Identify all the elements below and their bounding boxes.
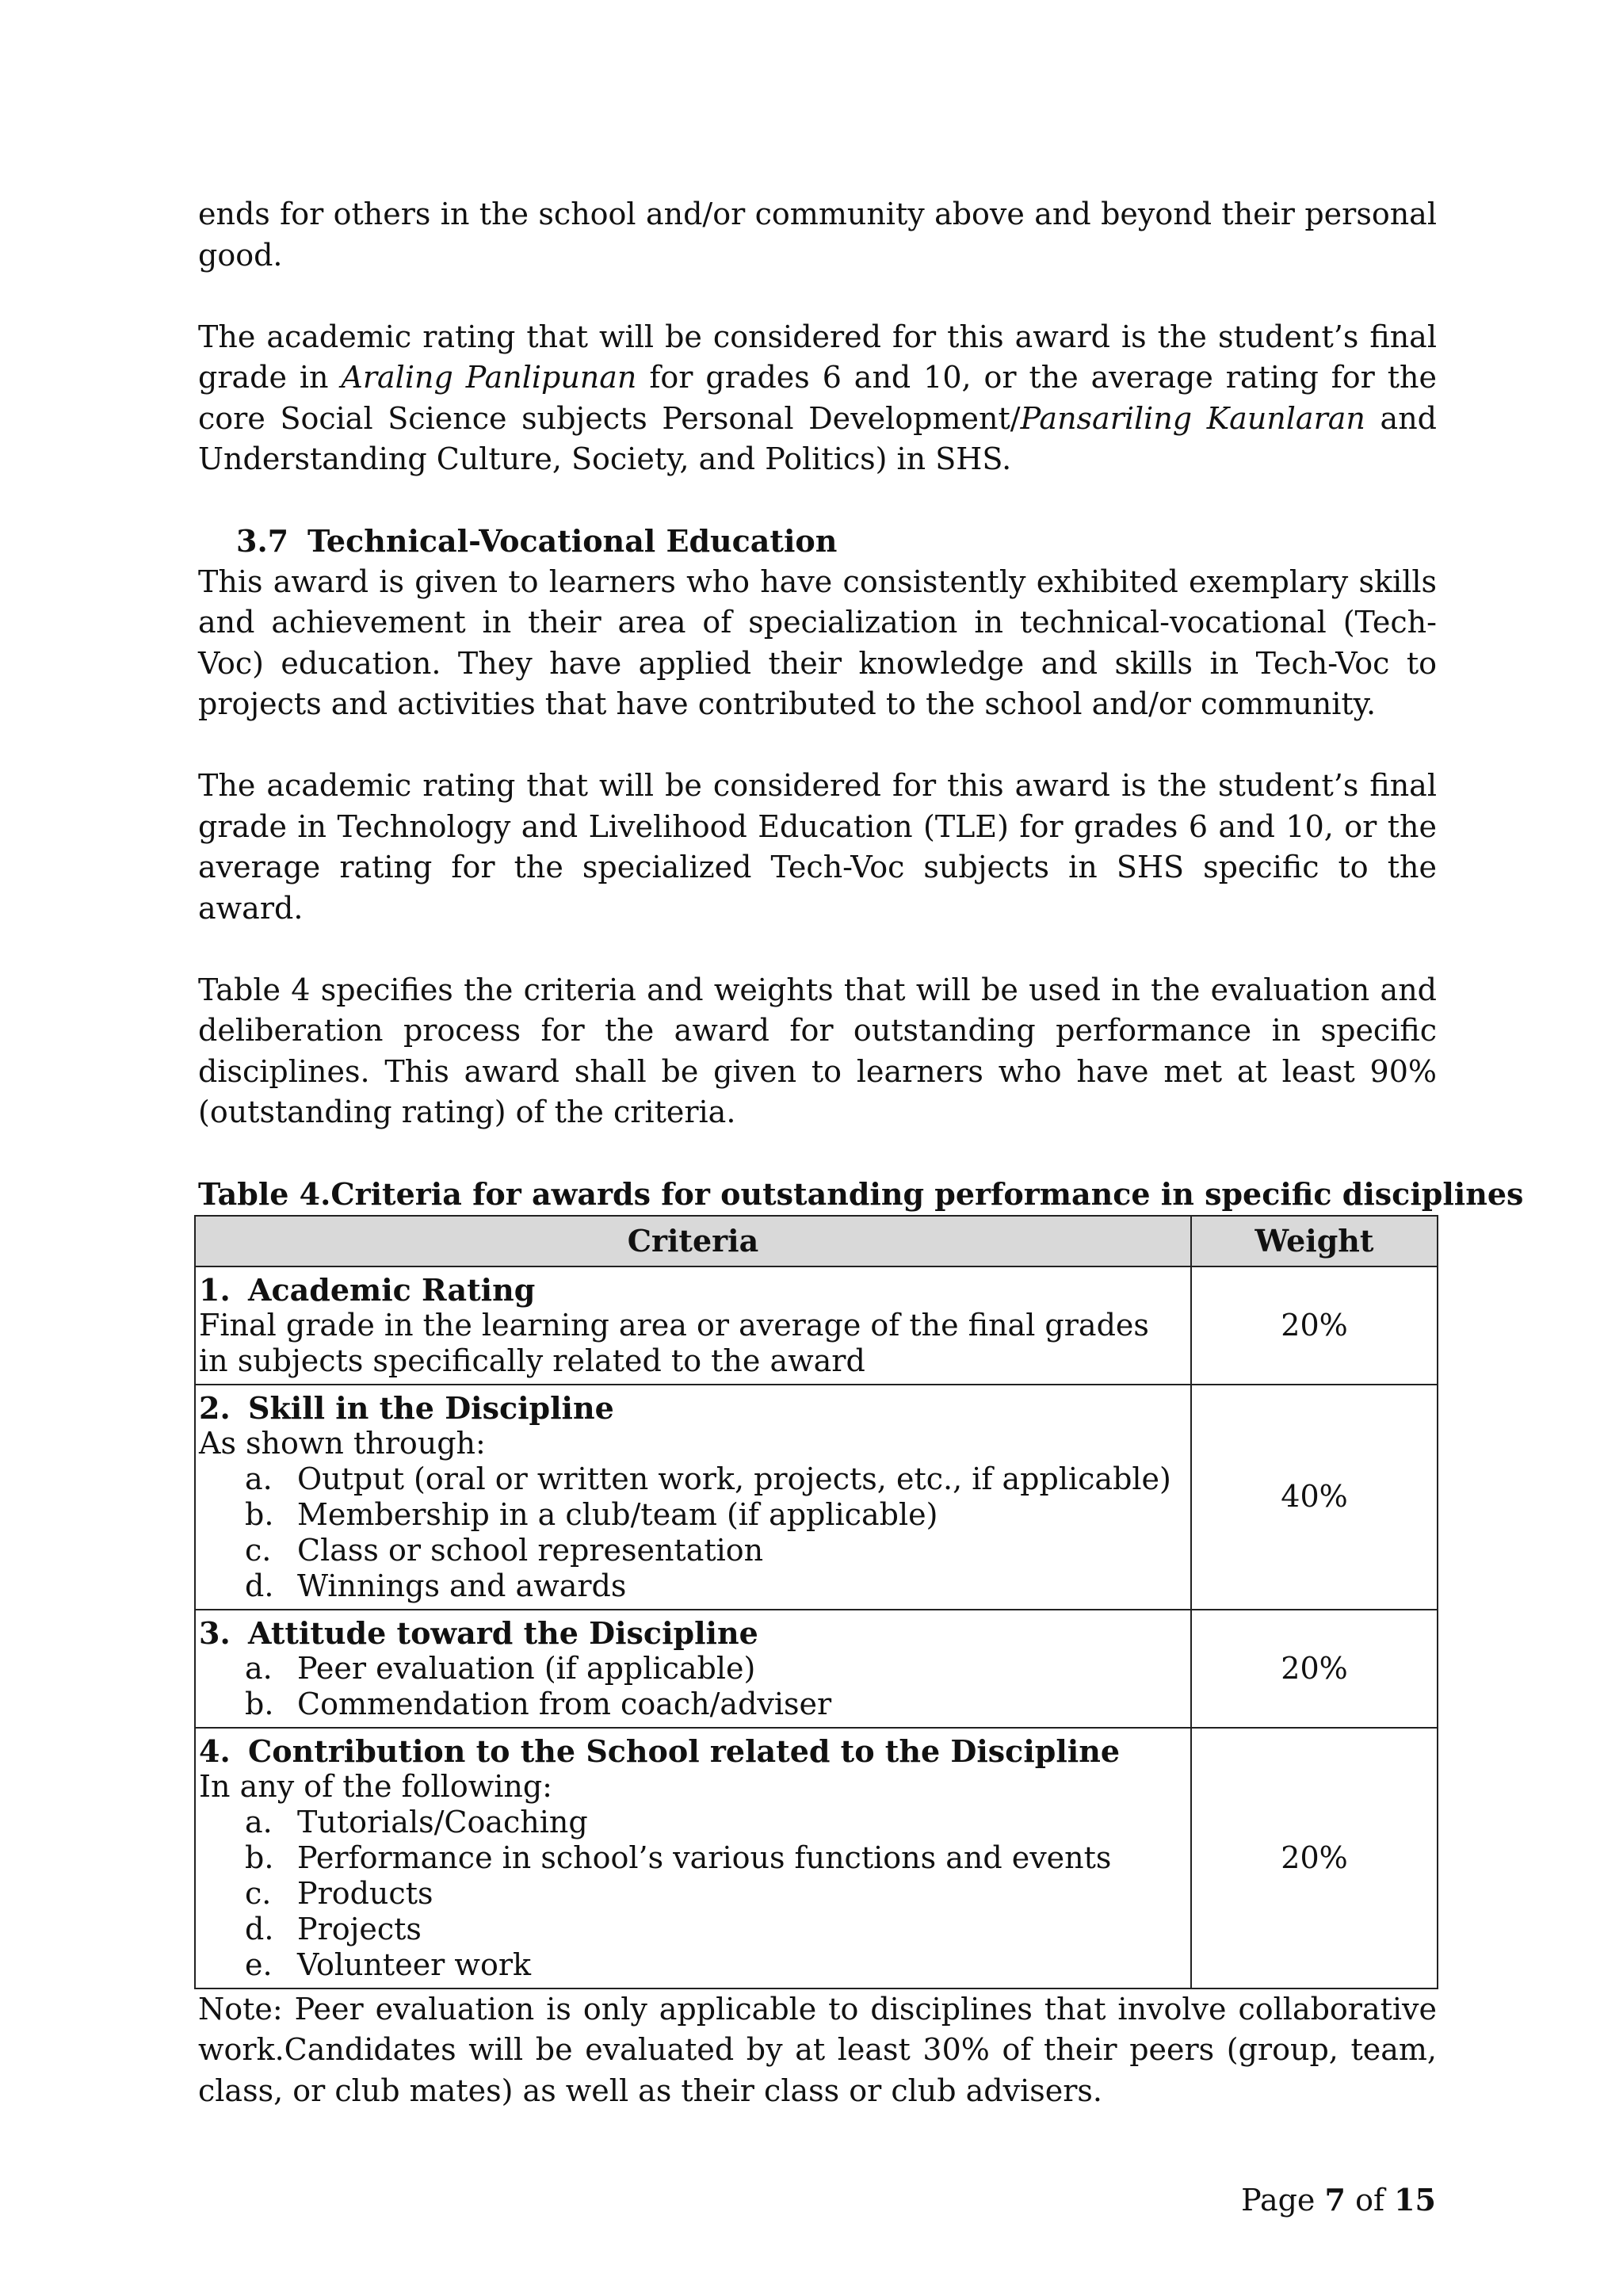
list-item: b. Commendation from coach/adviser bbox=[245, 1686, 832, 1721]
table-row bbox=[195, 1610, 1438, 1728]
list-item: c. Class or school representation bbox=[245, 1532, 764, 1568]
weight-cell: 20% bbox=[1191, 1610, 1438, 1728]
table-row bbox=[195, 1385, 1438, 1610]
section-number: 3.7 bbox=[236, 523, 289, 559]
section-paragraph-3: Table 4 specifies the criteria and weights that will be used in the evaluation and deliberation process for the award for outstanding performance in specific disciplines. This award shall be given to learners who have met at least 90% (outstanding rating) of the criteria. bbox=[198, 972, 1437, 1129]
section-paragraph-1: This award is given to learners who have consistently exhibited exemplary skills and achievement in their area of specialization in technical-vocational (Tech-Voc) education. They have applied their knowledge and skills in Tech-Voc to projects and activities that have contributed to the school and/or community. bbox=[198, 563, 1437, 721]
document-page bbox=[198, 194, 1524, 2111]
section-heading bbox=[198, 521, 1437, 562]
list-item: b. Membership in a club/team (if applicable) bbox=[245, 1496, 938, 1532]
criteria-sub-list bbox=[199, 1805, 1187, 1983]
section-paragraph-2: The academic rating that will be considered for this award is the student’s final grade in Technology and Livelihood Education (TLE) for grades 6 and 10, or the average rating for the specialized Tech-Voc subjects in SHS specific to the award. bbox=[198, 768, 1437, 926]
criteria-description: Final grade in the learning area or average of the final grades in subjects specifically related to the award bbox=[199, 1307, 1149, 1378]
weight-cell: 20% bbox=[1191, 1266, 1438, 1385]
list-item: a. Peer evaluation (if applicable) bbox=[245, 1650, 756, 1686]
table-note: Note: Peer evaluation is only applicable to disciplines that involve collaborative work.Candidates will be evaluated by at least 30% of their peers (group, team, class, or club mates) as well as their class or club advisers. bbox=[198, 1991, 1437, 2108]
list-item: e. Volunteer work bbox=[245, 1946, 532, 1982]
page-number: Page 7 of 15 bbox=[1241, 2182, 1436, 2218]
table-header-row bbox=[195, 1216, 1438, 1266]
list-item: c. Products bbox=[245, 1875, 433, 1911]
list-item: a. Output (oral or written work, projects, etc., if applicable) bbox=[245, 1461, 1171, 1496]
section-title: Technical-Vocational Education bbox=[307, 523, 838, 559]
criteria-title: 4. Contribution to the School related to the Discipline bbox=[199, 1733, 1120, 1769]
criteria-description: As shown through: bbox=[199, 1425, 486, 1461]
italic-term: Pansariling Kaunlaran bbox=[1020, 400, 1365, 436]
criteria-cell bbox=[195, 1728, 1191, 1988]
list-item: d. Projects bbox=[245, 1911, 422, 1946]
intro-paragraph-1: ends for others in the school and/or community above and beyond their personal good. bbox=[198, 197, 1437, 273]
weight-cell: 20% bbox=[1191, 1728, 1438, 1988]
criteria-title: 1. Academic Rating bbox=[199, 1271, 536, 1308]
table-caption: Table 4.Criteria for awards for outstanding performance in specific disciplines bbox=[198, 1176, 1524, 1212]
criteria-title: 2. Skill in the Discipline bbox=[199, 1389, 614, 1426]
criteria-sub-list bbox=[199, 1461, 1187, 1604]
criteria-cell bbox=[195, 1385, 1191, 1610]
criteria-cell bbox=[195, 1610, 1191, 1728]
table-row bbox=[195, 1266, 1438, 1385]
table-row bbox=[195, 1728, 1438, 1988]
criteria-table bbox=[194, 1215, 1438, 1989]
italic-term: Araling Panlipunan bbox=[341, 360, 637, 395]
header-criteria: Criteria bbox=[195, 1216, 1191, 1266]
criteria-sub-list bbox=[199, 1651, 1187, 1722]
list-item: b. Performance in school’s various functions and events bbox=[245, 1839, 1112, 1875]
criteria-title: 3. Attitude toward the Discipline bbox=[199, 1614, 758, 1651]
list-item: d. Winnings and awards bbox=[245, 1568, 627, 1603]
intro-paragraph-2: The academic rating that will be considered for this award is the student’s final grade in Araling Panlipunan for grades 6 and 10, or the average rating for the core Social Science subjects Personal Development/Pansariling Kaunlaran and Understanding Culture, Society, and Politics) in SHS. bbox=[198, 319, 1437, 476]
current-page: 7 bbox=[1324, 2182, 1346, 2218]
total-pages: 15 bbox=[1394, 2182, 1436, 2218]
criteria-description: In any of the following: bbox=[199, 1768, 552, 1804]
criteria-cell bbox=[195, 1266, 1191, 1385]
weight-cell: 40% bbox=[1191, 1385, 1438, 1610]
header-weight: Weight bbox=[1191, 1216, 1438, 1266]
list-item: a. Tutorials/Coaching bbox=[245, 1804, 588, 1839]
